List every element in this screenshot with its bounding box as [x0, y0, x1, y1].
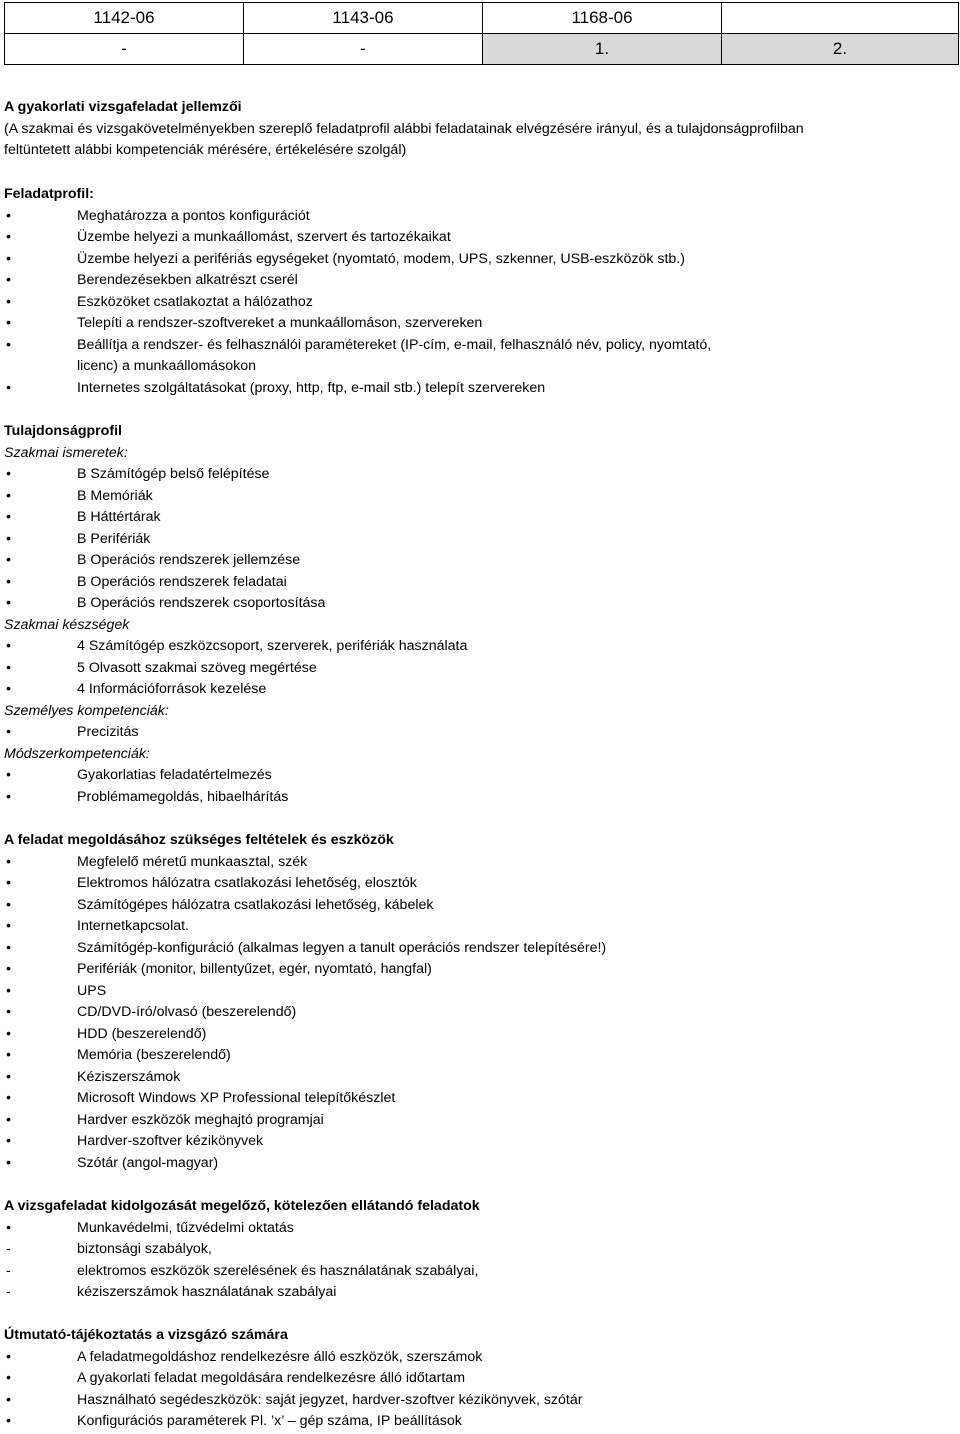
- subsection-label-szemelyes: Személyes kompetenciák:: [4, 702, 169, 719]
- header-cell-mark-3: 1.: [483, 34, 722, 65]
- bullet-marker: •: [6, 1111, 11, 1128]
- list-item-text: 4 Számítógép eszközcsoport, szerverek, perifériák használata: [77, 638, 468, 654]
- list-item-text: Üzembe helyezi a perifériás egységeket (nyomtató, modem, UPS, szkenner, USB-eszközök stb.): [77, 250, 685, 267]
- list-item: [4, 1390, 954, 1412]
- list-item: [4, 722, 954, 744]
- bullet-marker: •: [6, 552, 11, 568]
- list-item: [4, 1218, 954, 1240]
- list-item-text: Gyakorlatias feladatértelmezés: [77, 767, 272, 783]
- feltetelek-list: [4, 852, 954, 1175]
- list-item-text: Eszközöket csatlakoztat a hálózathoz: [77, 293, 313, 310]
- list-item-text: Kéziszerszámok: [77, 1068, 181, 1085]
- list-item: [4, 1131, 954, 1153]
- list-item: [4, 1282, 954, 1304]
- bullet-marker: •: [6, 681, 11, 697]
- header-row-codes: [5, 3, 959, 34]
- list-item: [4, 787, 954, 809]
- bullet-marker: •: [6, 918, 11, 934]
- list-item-text: 5 Olvasott szakmai szöveg megértése: [77, 659, 317, 676]
- section-jellemzoi: [4, 97, 954, 162]
- list-item-text: Berendezésekben alkatrészt cserél: [77, 272, 298, 288]
- header-cell-code-2: 1143-06: [244, 3, 483, 34]
- intro-text-line-1: (A szakmai és vizsgakövetelményekben szereplő feladatprofil alábbi feladatainak elvégzésére irányul, és a tulajdonságprofilban: [4, 120, 804, 137]
- kotelezo-list: [4, 1218, 954, 1304]
- list-item: [4, 550, 954, 572]
- bullet-marker: •: [6, 1133, 11, 1149]
- bullet-marker: •: [6, 1154, 11, 1171]
- list-item: [4, 895, 954, 917]
- list-item: [4, 938, 954, 960]
- bullet-marker: •: [6, 530, 11, 547]
- list-item: [4, 249, 954, 271]
- bullet-marker: •: [6, 1090, 11, 1106]
- list-item: [4, 227, 954, 249]
- section-title-feladatprofil: Feladatprofil:: [4, 186, 94, 202]
- list-item-text: B Perifériák: [77, 530, 151, 547]
- bullet-marker: •: [6, 1025, 11, 1042]
- feladatprofil-list: [4, 206, 954, 400]
- list-item-text: A gyakorlati feladat megoldására rendelkezésre álló időtartam: [77, 1370, 466, 1386]
- list-item-text: Üzembe helyezi a munkaállomást, szervert és tartozékaikat: [77, 229, 451, 245]
- bullet-marker: •: [6, 379, 11, 396]
- list-item: [4, 852, 954, 874]
- subsection-label-modszer: Módszerkompetenciák:: [4, 745, 150, 762]
- section-title-feltetelek: A feladat megoldásához szükséges feltételek és eszközök: [4, 832, 394, 848]
- list-item: [4, 313, 954, 335]
- list-item: [4, 206, 954, 228]
- bullet-marker: •: [6, 595, 11, 611]
- section-title-kotelezo: A vizsgafeladat kidolgozását megelőző, kötelezően ellátandó feladatok: [4, 1198, 480, 1214]
- list-item: [4, 378, 954, 400]
- header-cell-mark-1: -: [5, 34, 244, 65]
- list-item: [4, 916, 954, 938]
- list-item-text: Internetkapcsolat.: [77, 918, 189, 934]
- list-item-text: CD/DVD-író/olvasó (beszerelendő): [77, 1004, 297, 1020]
- list-item: [4, 464, 954, 486]
- list-item-text: Microsoft Windows XP Professional telepítőkészlet: [77, 1090, 396, 1106]
- subsection-label-szakmai-ismeretek: Szakmai ismeretek:: [4, 444, 128, 461]
- bullet-marker: •: [6, 1370, 11, 1386]
- header-cell-empty: [722, 3, 959, 34]
- section-title-tulajdonsagprofil: Tulajdonságprofil: [4, 423, 122, 439]
- list-item-text: A feladatmegoldáshoz rendelkezésre álló eszközök, szerszámok: [77, 1348, 483, 1365]
- list-item-text-continuation: licenc) a munkaállomásokon: [77, 358, 257, 374]
- dash-marker: -: [6, 1284, 11, 1300]
- bullet-marker: •: [6, 487, 11, 504]
- list-item: [4, 1347, 954, 1369]
- szakmai-ismeretek-list: [4, 464, 954, 615]
- list-item-text: Hardver-szoftver kézikönyvek: [77, 1133, 264, 1149]
- list-item-text: B Számítógép belső felépítése: [77, 466, 270, 482]
- list-item: [4, 1110, 954, 1132]
- header-table: [4, 2, 959, 65]
- list-item: [4, 529, 954, 551]
- bullet-marker: •: [6, 1413, 11, 1429]
- list-item: [4, 981, 954, 1003]
- list-item-text: Számítógépes hálózatra csatlakozási lehetőség, kábelek: [77, 896, 434, 913]
- list-item-text: B Háttértárak: [77, 509, 161, 525]
- header-row-marks: [5, 34, 959, 65]
- list-item: [4, 1261, 954, 1283]
- list-item: [4, 572, 954, 594]
- bullet-marker: •: [6, 659, 11, 676]
- subsection-label-szakmai-keszsegek: Szakmai készségek: [4, 616, 130, 633]
- dash-marker: -: [6, 1241, 11, 1257]
- list-item-text: Munkavédelmi, tűzvédelmi oktatás: [77, 1219, 294, 1236]
- list-item: [4, 335, 954, 378]
- list-item: [4, 1239, 954, 1261]
- bullet-marker: •: [6, 1391, 11, 1408]
- list-item: [4, 658, 954, 680]
- bullet-marker: •: [6, 466, 11, 482]
- bullet-marker: •: [6, 853, 11, 870]
- list-item-text: Szótár (angol-magyar): [77, 1154, 219, 1171]
- bullet-marker: •: [6, 875, 11, 891]
- list-item: [4, 1088, 954, 1110]
- list-item: [4, 1411, 954, 1433]
- list-item-text: Beállítja a rendszer- és felhasználói paramétereket (IP-cím, e-mail, felhasználó név, policy, nyomtató,: [77, 336, 712, 353]
- list-item-text: Számítógép-konfiguráció (alkalmas legyen a tanult operációs rendszer telepítésére!): [77, 939, 607, 956]
- list-item-text: B Memóriák: [77, 487, 153, 504]
- section-title-jellemzoi: A gyakorlati vizsgafeladat jellemzői: [4, 99, 242, 115]
- bullet-marker: •: [6, 1004, 11, 1020]
- szakmai-keszsegek-list: [4, 636, 954, 701]
- section-feladatprofil: [4, 184, 954, 399]
- bullet-marker: •: [6, 1047, 11, 1063]
- bullet-marker: •: [6, 982, 11, 999]
- bullet-marker: •: [6, 509, 11, 525]
- utmutato-list: [4, 1347, 954, 1433]
- bullet-marker: •: [6, 939, 11, 956]
- list-item: [4, 636, 954, 658]
- list-item: [4, 679, 954, 701]
- list-item-text: Megfelelő méretű munkaasztal, szék: [77, 853, 308, 870]
- list-item-text: kéziszerszámok használatának szabályai: [77, 1284, 337, 1300]
- list-item: [4, 1067, 954, 1089]
- list-item-text: Memória (beszerelendő): [77, 1047, 231, 1063]
- header-cell-code-3: 1168-06: [483, 3, 722, 34]
- list-item-text: Meghatározza a pontos konfigurációt: [77, 207, 310, 224]
- intro-text-line-2: feltüntetett alábbi kompetenciák mérésére, értékelésére szolgál): [4, 142, 407, 158]
- header-cell-mark-2: -: [244, 34, 483, 65]
- list-item: [4, 873, 954, 895]
- list-item-text: UPS: [77, 982, 107, 999]
- list-item: [4, 486, 954, 508]
- list-item: [4, 270, 954, 292]
- list-item-text: Konfigurációs paraméterek Pl. ’x’ – gép száma, IP beállítások: [77, 1413, 462, 1429]
- list-item: [4, 1368, 954, 1390]
- list-item: [4, 1153, 954, 1175]
- bullet-marker: •: [6, 207, 11, 224]
- bullet-marker: •: [6, 573, 11, 590]
- bullet-marker: •: [6, 272, 11, 288]
- bullet-marker: •: [6, 250, 11, 267]
- bullet-marker: •: [6, 896, 11, 913]
- list-item-text: Problémamegoldás, hibaelhárítás: [77, 788, 289, 805]
- list-item-text: biztonsági szabályok,: [77, 1241, 212, 1257]
- list-item-text: B Operációs rendszerek feladatai: [77, 573, 287, 590]
- modszer-list: [4, 765, 954, 808]
- bullet-marker: •: [6, 229, 11, 245]
- header-cell-mark-4: 2.: [722, 34, 959, 65]
- list-item: [4, 959, 954, 981]
- header-cell-code-1: 1142-06: [5, 3, 244, 34]
- list-item: [4, 292, 954, 314]
- list-item-text: Elektromos hálózatra csatlakozási lehetőség, elosztók: [77, 875, 417, 891]
- list-item: [4, 1045, 954, 1067]
- bullet-marker: •: [6, 1219, 11, 1236]
- bullet-marker: •: [6, 638, 11, 654]
- bullet-marker: •: [6, 724, 11, 740]
- list-item: [4, 593, 954, 615]
- bullet-marker: •: [6, 1348, 11, 1365]
- section-tulajdonsagprofil: [4, 421, 954, 808]
- list-item: [4, 765, 954, 787]
- list-item-text: elektromos eszközök szerelésének és használatának szabályai,: [77, 1262, 479, 1279]
- list-item-text: Hardver eszközök meghajtó programjai: [77, 1111, 324, 1128]
- list-item: [4, 1002, 954, 1024]
- bullet-marker: •: [6, 293, 11, 310]
- bullet-marker: •: [6, 788, 11, 805]
- list-item-text: HDD (beszerelendő): [77, 1025, 207, 1042]
- section-utmutato: [4, 1325, 954, 1433]
- bullet-marker: •: [6, 767, 11, 783]
- list-item-text: Telepíti a rendszer-szoftvereket a munkaállomáson, szervereken: [77, 315, 483, 331]
- list-item-text: Precizitás: [77, 724, 139, 740]
- section-kotelezo: [4, 1196, 954, 1304]
- section-title-utmutato: Útmutató-tájékoztatás a vizsgázó számára: [4, 1327, 288, 1343]
- list-item-text: Használható segédeszközök: saját jegyzet, hardver-szoftver kézikönyvek, szótár: [77, 1391, 583, 1408]
- szemelyes-list: [4, 722, 954, 744]
- bullet-marker: •: [6, 961, 11, 977]
- list-item: [4, 507, 954, 529]
- dash-marker: -: [6, 1262, 11, 1279]
- bullet-marker: •: [6, 336, 11, 353]
- list-item-text: Perifériák (monitor, billentyűzet, egér, nyomtató, hangfal): [77, 961, 432, 977]
- list-item: [4, 1024, 954, 1046]
- bullet-marker: •: [6, 315, 11, 331]
- section-feltetelek: [4, 830, 954, 1174]
- list-item-text: B Operációs rendszerek csoportosítása: [77, 595, 326, 611]
- list-item-text: Internetes szolgáltatásokat (proxy, http, ftp, e-mail stb.) telepít szervereken: [77, 379, 546, 396]
- list-item-text: B Operációs rendszerek jellemzése: [77, 552, 301, 568]
- list-item-text: 4 Információforrások kezelése: [77, 681, 267, 697]
- bullet-marker: •: [6, 1068, 11, 1085]
